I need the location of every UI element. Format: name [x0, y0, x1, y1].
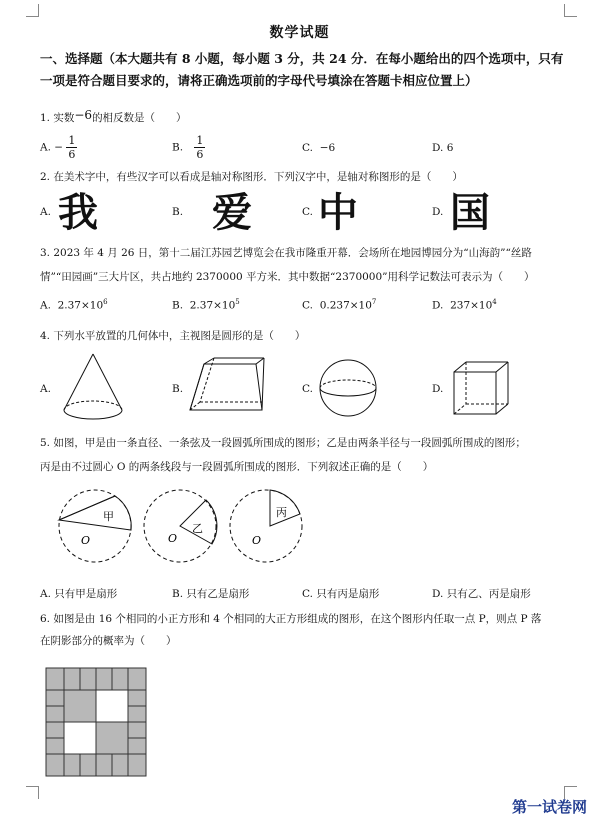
q1-option-b: B. $\frac{1}{6}$	[172, 134, 204, 161]
q3-option-d: D. $237\times 10^4$	[432, 298, 497, 312]
q1-prefix: 1. 实数	[40, 112, 75, 124]
question-3-stem: 3. 2023 年 4 月 26 日，第十二届江苏园艺博览会在我市隆重开幕．会场所在地园博园分为“山海韵”“丝路 情”“田园画”三大片区，共占地约 2370000 平方米．其中数据“2370000”用科学记数法可表示为（ ）	[40, 247, 535, 283]
center-o: O	[81, 534, 91, 547]
q1-option-c: C. −6	[302, 142, 336, 154]
q1-option-a: A. − $\frac{1}{6}$	[40, 134, 76, 161]
label-yi: 乙	[192, 522, 203, 535]
footer-watermark: 第一试卷网	[511, 798, 587, 816]
q3-option-a: A. $2.37\times 10^6$	[40, 298, 108, 312]
question-6-stem: 6. 如图是由 16 个相同的小正方形和 4 个相同的大正方形组成的图形，在这个图形内任取一点 P，则点 P 落 在阴影部分的概率为（ ）	[40, 613, 542, 647]
question-2-stem: 2. 在美术字中，有些汉字可以看成是轴对称图形．下列汉字中，是轴对称图形的是（ ）	[40, 171, 463, 183]
page-title: 数学试题	[269, 25, 330, 41]
corner-mark-bottom-left	[26, 786, 39, 799]
q4-option-a-label: A.	[40, 383, 51, 395]
section-heading	[40, 48, 570, 92]
q4-option-b-label: B.	[172, 383, 184, 395]
section-heading-line-1: 一、选择题（本大题共有 8 小题，每小题 3 分，共 24 分．在每小题给出的四个选项中，只有	[40, 51, 564, 66]
cone-figure	[58, 352, 128, 424]
q4-option-c-label: C.	[302, 383, 313, 395]
question-5-stem: 5. 如图，甲是由一条直径、一条弦及一段圆弧所围成的图形；乙是由两条半径与一段圆弧所围成的图形； 丙是由不过圆心 O 的两条线段与一段圆弧所围成的图形．下列叙述正确的是（ ）	[40, 437, 526, 473]
q3-option-c: C. $0.237\times 10^7$	[302, 298, 377, 312]
question-1-stem	[40, 107, 570, 126]
fraction: $\frac{1}{6}$	[68, 134, 76, 161]
cube-figure	[452, 360, 512, 418]
section-heading-line-2: 一项是符合题目要求的，请将正确选项前的字母代号填涂在答题卡相应位置上）	[40, 73, 478, 88]
corner-mark-top-right	[564, 4, 577, 17]
character-ai: 爱	[212, 190, 252, 236]
question-4-stem: 4. 下列水平放置的几何体中，主视图是圆形的是（ ）	[40, 330, 306, 342]
frustum-figure	[186, 358, 266, 420]
character-wo: 我	[58, 190, 98, 236]
corner-mark-top-left	[26, 4, 39, 17]
q5-option-c: C. 只有丙是扇形	[302, 588, 380, 600]
character-guo: 国	[450, 190, 490, 236]
character-zhong: 中	[318, 190, 358, 236]
q5-option-b: B. 只有乙是扇形	[172, 588, 250, 600]
q1-option-d: D. 6	[432, 142, 454, 154]
figure-yi	[140, 486, 220, 566]
q1-suffix: 的相反数是（ ）	[92, 112, 187, 124]
q5-option-a: A. 只有甲是扇形	[40, 588, 118, 600]
q4-option-d-label: D.	[432, 383, 444, 395]
label-jia: 甲	[103, 510, 114, 523]
figure-bing	[226, 486, 306, 566]
q3-option-b: B. $2.37\times 10^5$	[172, 298, 240, 312]
grid-figure	[46, 668, 146, 776]
center-o: O	[252, 534, 262, 547]
fraction: $\frac{1}{6}$	[196, 134, 204, 161]
center-o: O	[168, 532, 178, 545]
q5-option-d: D. 只有乙、丙是扇形	[432, 588, 531, 600]
figure-jia	[55, 486, 135, 566]
q1-value: −6	[74, 108, 93, 122]
label-bing: 丙	[276, 506, 287, 519]
sphere-figure	[318, 358, 378, 418]
